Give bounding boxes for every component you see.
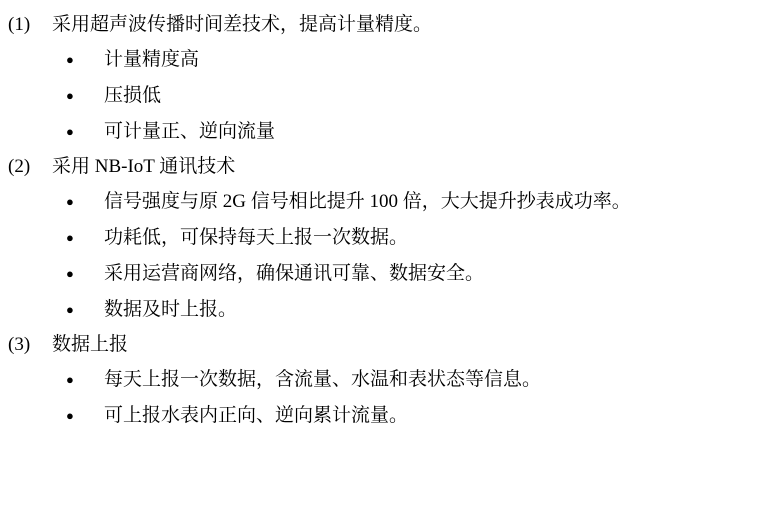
bullet-icon: ● [66, 302, 74, 317]
list-item [8, 292, 773, 328]
list-item-text: 采用超声波传播时间差技术，提高计量精度。 [52, 14, 433, 35]
list-item [8, 184, 773, 220]
bullet-icon: ● [66, 52, 74, 67]
list-item-number: (2) [8, 156, 31, 177]
list-item [8, 398, 773, 434]
bullet-icon: ● [66, 372, 74, 387]
bullet-icon: ● [66, 124, 74, 139]
bullet-text: 每天上报一次数据，含流量、水温和表状态等信息。 [104, 369, 542, 390]
list-item [8, 256, 773, 292]
bullet-icon: ● [66, 230, 74, 245]
bullet-icon: ● [66, 408, 74, 423]
list-item [8, 42, 773, 78]
bullet-text: 信号强度与原 2G 信号相比提升 100 倍，大大提升抄表成功率。 [104, 191, 631, 212]
bullet-icon: ● [66, 266, 74, 281]
bullet-text: 压损低 [104, 85, 162, 106]
bullet-text: 可上报水表内正向、逆向累计流量。 [104, 405, 409, 426]
list-item [8, 8, 773, 42]
list-item [8, 150, 773, 184]
list-item [8, 328, 773, 362]
bullet-text: 可计量正、逆向流量 [104, 121, 276, 142]
bullet-icon: ● [66, 194, 74, 209]
list-item-number: (3) [8, 334, 31, 355]
bullet-icon: ● [66, 88, 74, 103]
list-item-text: 采用 NB-IoT 通讯技术 [52, 156, 236, 177]
bullet-text: 计量精度高 [104, 49, 200, 70]
list-item [8, 78, 773, 114]
list-item [8, 114, 773, 150]
bullet-text: 采用运营商网络，确保通讯可靠、数据安全。 [104, 263, 485, 284]
list-item [8, 220, 773, 256]
list-item-number: (1) [8, 14, 31, 35]
bullet-text: 数据及时上报。 [104, 299, 238, 320]
bullet-text: 功耗低，可保持每天上报一次数据。 [104, 227, 409, 248]
list-item-text: 数据上报 [52, 334, 129, 355]
list-item [8, 362, 773, 398]
